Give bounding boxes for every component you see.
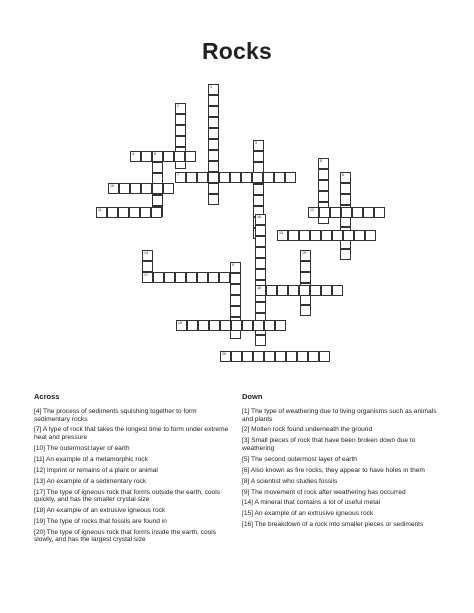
grid-cell[interactable] (319, 207, 330, 218)
grid-cell[interactable] (130, 151, 141, 162)
grid-cell[interactable] (286, 351, 297, 362)
grid-cell[interactable] (253, 351, 264, 362)
grid-cell[interactable] (363, 207, 374, 218)
clue-number: 20 (222, 352, 226, 356)
grid-cell[interactable] (230, 295, 241, 306)
grid-cell[interactable] (277, 230, 288, 241)
grid-cell[interactable] (255, 258, 266, 269)
down-clue: [8] A scientist who studies fossils (242, 477, 338, 485)
grid-cell[interactable] (242, 351, 253, 362)
grid-cell[interactable] (231, 320, 242, 331)
across-heading: Across (34, 392, 60, 401)
grid-cell[interactable] (118, 207, 129, 218)
grid-cell[interactable] (310, 285, 321, 296)
grid-cell[interactable] (208, 117, 219, 128)
clue-number: 7 (177, 173, 179, 177)
grid-cell[interactable] (142, 272, 153, 283)
clue-number: 10 (110, 184, 114, 188)
down-clue: [1] The type of weathering due to living organisms such as animals and plants (242, 408, 437, 423)
clue-number: 15 (302, 251, 306, 255)
grid-cell[interactable] (175, 114, 186, 125)
grid-cell[interactable] (274, 172, 285, 183)
grid-cell[interactable] (318, 191, 329, 202)
grid-cell[interactable] (219, 172, 230, 183)
grid-cell[interactable] (318, 158, 329, 169)
grid-cell[interactable] (255, 247, 266, 258)
grid-cell[interactable] (230, 273, 241, 284)
grid-cell[interactable] (230, 284, 241, 295)
down-clue: [9] The movement of rock after weathering has occurred (242, 488, 406, 496)
clue-number: 14 (144, 251, 148, 255)
grid-cell[interactable] (208, 161, 219, 172)
grid-cell[interactable] (209, 320, 220, 331)
grid-cell[interactable] (365, 230, 376, 241)
grid-cell[interactable] (208, 106, 219, 117)
grid-cell[interactable] (208, 128, 219, 139)
grid-cell[interactable] (352, 207, 363, 218)
grid-cell[interactable] (253, 184, 264, 195)
clue-number: 18 (257, 286, 261, 290)
across-clue: [12] Imprint or remains of a plant or animal (34, 466, 158, 474)
grid-cell[interactable] (340, 249, 351, 260)
grid-cell[interactable] (253, 140, 264, 151)
grid-cell[interactable] (208, 272, 219, 283)
grid-cell[interactable] (318, 180, 329, 191)
grid-cell[interactable] (220, 320, 231, 331)
grid-cell[interactable] (208, 84, 219, 95)
grid-cell[interactable] (263, 172, 274, 183)
grid-cell[interactable] (319, 351, 330, 362)
grid-cell[interactable] (119, 183, 130, 194)
grid-cell[interactable] (255, 225, 266, 236)
grid-cell[interactable] (266, 285, 277, 296)
clue-number: 17 (144, 273, 148, 277)
grid-cell[interactable] (242, 320, 253, 331)
grid-cell[interactable] (141, 183, 152, 194)
down-clue-list (242, 408, 442, 529)
grid-cell[interactable] (255, 214, 266, 225)
grid-cell[interactable] (140, 207, 151, 218)
across-clue: [20] The type of igneous rock that forms inside the earth, cools slowly, and has the largest crystal size (34, 528, 217, 544)
grid-cell[interactable] (252, 172, 263, 183)
grid-cell[interactable] (208, 183, 219, 194)
grid-cell[interactable] (130, 183, 141, 194)
grid-cell[interactable] (230, 172, 241, 183)
clue-number: 6 (342, 173, 344, 177)
grid-cell[interactable] (208, 139, 219, 150)
grid-cell[interactable] (141, 151, 152, 162)
grid-cell[interactable] (152, 183, 163, 194)
grid-cell[interactable] (175, 172, 186, 183)
down-clue: [15] An example of an extrusive igneous rock (242, 510, 374, 518)
grid-cell[interactable] (255, 285, 266, 296)
grid-cell[interactable] (332, 230, 343, 241)
clue-number: 19 (178, 321, 182, 325)
grid-cell[interactable] (153, 272, 164, 283)
grid-cell[interactable] (264, 351, 275, 362)
grid-cell[interactable] (197, 272, 208, 283)
clue-number: 12 (310, 208, 314, 212)
grid-cell[interactable] (299, 285, 310, 296)
grid-cell[interactable] (176, 320, 187, 331)
down-clues (242, 392, 442, 532)
grid-cell[interactable] (255, 302, 266, 313)
across-clue: [17] The type of igneous rock that forms outside the earth, cools quickly, and has the smaller crystal size (34, 488, 221, 504)
clue-number: 13 (279, 231, 283, 235)
clue-number: 4 (132, 152, 134, 156)
grid-cell[interactable] (142, 250, 153, 261)
grid-cell[interactable] (197, 172, 208, 183)
grid-cell[interactable] (275, 320, 286, 331)
grid-cell[interactable] (340, 172, 351, 183)
across-clue: [13] An example of a sedimentary rock (34, 477, 147, 485)
grid-cell[interactable] (185, 151, 196, 162)
across-clue: [4] The process of sediments squishing together to form sedimentary rocks (34, 408, 197, 423)
grid-cell[interactable] (208, 194, 219, 205)
grid-cell[interactable] (300, 250, 311, 261)
across-clue: [7] A type of rock that takes the longest time to form under extreme heat and pressure (34, 426, 229, 442)
grid-cell[interactable] (332, 285, 343, 296)
grid-cell[interactable] (318, 169, 329, 180)
down-clue: [3] Small pieces of rock that have been broken down due to weathering (242, 437, 416, 452)
grid-cell[interactable] (198, 320, 209, 331)
grid-cell[interactable] (208, 150, 219, 161)
grid-cell[interactable] (374, 207, 385, 218)
grid-cell[interactable] (330, 207, 341, 218)
grid-cell[interactable] (241, 172, 252, 183)
clue-number: 8 (154, 152, 156, 156)
grid-cell[interactable] (208, 95, 219, 106)
grid-cell[interactable] (300, 272, 311, 283)
grid-cell[interactable] (255, 269, 266, 280)
grid-cell[interactable] (253, 195, 264, 206)
grid-cell[interactable] (174, 151, 185, 162)
grid-cell[interactable] (354, 230, 365, 241)
grid-cell[interactable] (220, 351, 231, 362)
grid-cell[interactable] (255, 236, 266, 247)
grid-cell[interactable] (308, 207, 319, 218)
across-clue: [10] The outermost layer of earth (34, 444, 130, 452)
grid-cell[interactable] (152, 151, 163, 162)
clue-number: 3 (255, 141, 257, 145)
clue-number: 5 (320, 159, 322, 163)
grid-cell[interactable] (163, 183, 174, 194)
across-clue-list (34, 408, 232, 544)
grid-cell[interactable] (142, 261, 153, 272)
grid-cell[interactable] (208, 172, 219, 183)
grid-cell[interactable] (321, 230, 332, 241)
grid-cell[interactable] (285, 172, 296, 183)
grid-cell[interactable] (300, 261, 311, 272)
grid-cell[interactable] (253, 320, 264, 331)
grid-cell[interactable] (175, 136, 186, 147)
grid-cell[interactable] (297, 351, 308, 362)
down-clue: [16] The breakdown of a rock into smaller pieces or sediments (242, 521, 424, 529)
grid-cell[interactable] (219, 272, 230, 283)
across-clue: [18] An example of an extrusive igneous rock (34, 507, 166, 515)
grid-cell[interactable] (288, 230, 299, 241)
grid-cell[interactable] (129, 207, 140, 218)
clue-number: 2 (177, 104, 179, 108)
grid-cell[interactable] (340, 183, 351, 194)
grid-cell[interactable] (343, 230, 354, 241)
clue-number: 9 (232, 263, 234, 267)
grid-cell[interactable] (264, 320, 275, 331)
down-clue: [6] Also known as fire rocks, they appear to have holes in them (242, 466, 425, 474)
clue-number: 11 (98, 208, 102, 212)
grid-cell[interactable] (108, 183, 119, 194)
grid-cell[interactable] (230, 306, 241, 317)
grid-cell[interactable] (310, 230, 321, 241)
grid-cell[interactable] (341, 207, 352, 218)
grid-cell[interactable] (321, 285, 332, 296)
grid-cell[interactable] (175, 272, 186, 283)
grid-cell[interactable] (187, 320, 198, 331)
grid-cell[interactable] (255, 335, 266, 346)
down-heading: Down (242, 392, 263, 401)
grid-cell[interactable] (300, 305, 311, 316)
clue-number: 1 (210, 85, 212, 89)
grid-cell[interactable] (308, 351, 319, 362)
puzzle-title: Rocks (201, 38, 273, 64)
clue-number: 16 (257, 215, 261, 219)
grid-cell[interactable] (152, 195, 163, 206)
grid-cell[interactable] (175, 103, 186, 114)
grid-cell[interactable] (175, 125, 186, 136)
across-clue: [19] The type of rocks that fossils are found in (34, 517, 167, 525)
down-clue: [2] Molten rock found underneath the ground (242, 426, 373, 434)
down-clue: [14] A mineral that contains a lot of useful metal (242, 499, 381, 507)
grid-cell[interactable] (253, 151, 264, 162)
grid-cell[interactable] (288, 285, 299, 296)
grid-cell[interactable] (230, 262, 241, 273)
grid-cell[interactable] (163, 151, 174, 162)
grid-cell[interactable] (231, 351, 242, 362)
grid-cell[interactable] (299, 230, 310, 241)
grid-cell[interactable] (275, 351, 286, 362)
across-clues (34, 392, 232, 547)
grid-cell[interactable] (152, 162, 163, 173)
down-clue: [5] The second outermost layer of earth (242, 455, 357, 463)
grid-cell[interactable] (151, 207, 162, 218)
grid-cell[interactable] (277, 285, 288, 296)
across-clue: [11] An example of a metamorphic rock (34, 455, 148, 463)
grid-cell[interactable] (96, 207, 107, 218)
grid-cell[interactable] (107, 207, 118, 218)
grid-cell[interactable] (186, 272, 197, 283)
grid-cell[interactable] (340, 194, 351, 205)
grid-cell[interactable] (186, 172, 197, 183)
grid-cell[interactable] (164, 272, 175, 283)
